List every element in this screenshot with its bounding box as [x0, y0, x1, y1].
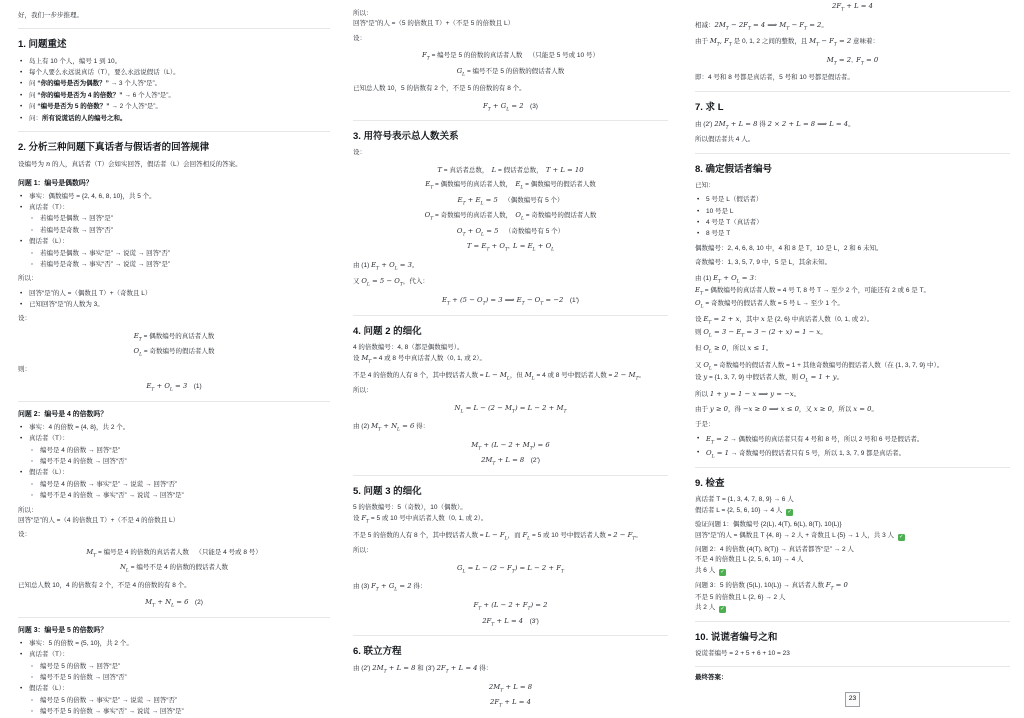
check-icon: ✓: [720, 606, 725, 613]
paragraph: 所以 1 + y = 1 − x ⟹ y = −x。: [695, 390, 801, 398]
math-block: [18, 547, 330, 575]
inline-math: $E_T + E_L = 5$: [457, 195, 498, 207]
inline-math: $M_T = 2$: [826, 55, 852, 66]
final-answer-row: [695, 692, 1010, 707]
math-line: $M_T$ = 编号是 4 的倍数的真话者人数 （只能是 4 号或 8 号）: [86, 547, 262, 559]
inline-math: x: [760, 315, 765, 324]
paragraph: 设 $E_T = 2 + x$，其中 x 是 {2, 6} 中真话者人数（0, 1, 或 2）。 则 $O_L = 3 - E_T = 3 - (2 + x) = 1 - x$。: [695, 315, 874, 339]
math-line: $F_T + G_L = 2$ (3): [483, 101, 538, 113]
math-block: [353, 295, 668, 308]
paragraph: 所以假话者共 4 人。: [695, 136, 755, 144]
inline-math: $O_L = 1 + y$: [799, 373, 837, 384]
math-line: $2F_T + L = 4$ (3′): [482, 616, 539, 627]
bullet-list: [18, 192, 330, 271]
divider: [18, 131, 330, 132]
list-item: • 事实：4 的倍数 = {4, 8}，共 2 个。: [18, 423, 330, 433]
inline-math: x = 0: [853, 405, 872, 414]
inline-math: $F_T + G_L = 2$: [371, 582, 412, 593]
inline-math: x ≤ 1: [747, 344, 766, 353]
list-item: • $O_L = 1$ → 奇数编号的假话者只有 5 号，所以 1, 3, 7, 9 都是真话者。: [695, 448, 1010, 461]
inline-math: $E_T + (5 - O_T) = 3$ ⟹ $E_T - O_T = -2$: [442, 296, 564, 307]
math-line: T = 真话者总数， L = 假话者总数， T + L = 10: [437, 165, 584, 174]
inline-math: $O_T$: [424, 211, 434, 222]
bullet-list: [18, 289, 330, 311]
paragraph: 所以：: [353, 547, 373, 555]
divider: [353, 120, 668, 121]
math-line: [353, 403, 668, 416]
math-block: [353, 563, 668, 576]
section-heading: 5. 问题 3 的细化: [353, 485, 422, 497]
list-item: • 事实：5 的倍数 = {5, 10}，共 2 个。: [18, 639, 330, 649]
sub-list-item: ◦ 编号不是 4 的倍数 → 事实“否” → 说谎 → 回答“是”: [29, 491, 330, 501]
section-heading: 9. 检查: [695, 478, 725, 490]
inline-math: −x ≥ 0 ⟹ x ≤ 0: [742, 405, 799, 414]
paragraph: 于是：: [695, 420, 715, 428]
math-block: [353, 600, 668, 628]
paragraph: 已知：: [695, 181, 715, 189]
inline-math: $F_T + (L - 2 + F_T) = 2$: [473, 600, 548, 612]
inline-math: $N_L$: [119, 563, 129, 574]
inline-math: $O_L \ge 0$: [703, 344, 727, 355]
inline-math: $O_L = 1$: [706, 448, 729, 460]
sub-list-item: ◦ 编号不是 4 的倍数 → 回答“否”: [29, 457, 330, 467]
math-line: [353, 682, 668, 695]
paragraph: 设：: [353, 149, 366, 157]
paragraph: 所以： 回答“是”的人 =（5 的倍数且 T）+（不是 5 的倍数且 L）: [353, 10, 515, 28]
paragraph: 又 $O_L = 5 - O_T$，代入：: [353, 277, 429, 288]
inline-math: $M_T + (L - 2 + M_T) = 6$: [471, 440, 550, 452]
inline-math: $L - M_L$: [485, 370, 510, 382]
paragraph: 设编号为 n 的人，真话者（T）会如实回答，假话者（L）会回答相反的答案。: [18, 160, 242, 169]
section-heading: 4. 问题 2 的细化: [353, 325, 422, 337]
inline-math: $2F_T + L = 4$: [490, 698, 531, 709]
math-line: $F_T$ = 编号是 5 的倍数的真话者人数 （只能是 5 号或 10 号）: [422, 51, 599, 62]
sub-list-item: ◦ 编号不是 5 的倍数 → 事实“否” → 说谎 → 回答“是”: [29, 707, 330, 717]
check-icon: ✓: [787, 508, 792, 515]
sub-list-item: ◦ 若编号是奇数 → 回答“否”: [29, 226, 330, 236]
list-item: • 真话者（T）：: [18, 434, 330, 444]
inline-math: $E_T$: [695, 286, 703, 297]
inline-math: $2M_T + L = 8$: [488, 682, 533, 694]
divider: [695, 467, 1010, 468]
list-item: • 真话者（T）：: [18, 650, 330, 660]
inline-math: $E_T + O_L = 3$: [371, 260, 412, 272]
list-item: • 假话者（L）：: [18, 468, 330, 478]
list-item: • 岛上有 10 个人，编号 1 到 10。: [18, 57, 330, 67]
list-item: • 事实：偶数编号 = {2, 4, 6, 8, 10}，共 5 个。: [18, 192, 330, 202]
paragraph: 又 $O_L$ = 奇数编号的假话者人数 = 1 + 其他奇数编号的假话者人数（在 {1, 3, 7, 9} 中）。 设 y = {1, 3, 7, 9} 中假话者人数，则 $O_L = 1 + y$。: [695, 360, 944, 384]
inline-math: $L = E_L + O_L$: [513, 242, 555, 253]
inline-math: $F_T + G_L = 2$: [483, 101, 524, 113]
paragraph: 最终答案：: [695, 674, 728, 682]
paragraph: 由 (3) $F_T + G_L = 2$ 得：: [353, 582, 427, 593]
sub-list-item: ◦ 编号是 5 的倍数 → 回答“是”: [29, 662, 330, 672]
paragraph: 设：: [353, 34, 366, 42]
inline-math: $O_L$: [133, 347, 143, 358]
inline-math: L: [491, 165, 497, 174]
math-block: [18, 597, 330, 610]
inline-math: $M_L$: [524, 370, 535, 382]
math-line: $O_L$ = 奇数编号的假话者人数: [133, 347, 215, 358]
paragraph: 说谎者编号 = 2 + 5 + 6 + 10 = 23: [695, 649, 790, 657]
inline-math: x ≥ 0: [813, 405, 832, 414]
divider: [18, 28, 330, 29]
column-middle: [353, 0, 668, 709]
math-line: [353, 697, 668, 710]
inline-math: $O_L$: [515, 211, 524, 222]
inline-math: $F_L$: [522, 530, 531, 542]
math-line: $E_T$ = 偶数编号的真话者人数， $E_L$ = 偶数编号的假话者人数: [425, 180, 596, 191]
paragraph: 但 $O_L \ge 0$，所以 x ≤ 1。: [695, 344, 773, 355]
paragraph: 问题 3：5 的倍数 {5(L), 10(L)} → 真话者人数 $F_T = 0$ 不是 5 的倍数且 L {2, 6} → 2 人 共 2 人 ✓: [695, 581, 848, 613]
section-heading: 6. 联立方程: [353, 646, 402, 658]
math-block: [353, 682, 668, 710]
sub-list-item: ◦ 若编号是偶数 → 回答“是”: [29, 214, 330, 224]
sub-list-item: ◦ 若编号是偶数 → 事实“是” → 说谎 → 回答“否”: [29, 249, 330, 259]
list-item: • 10 号是 L: [695, 207, 1010, 217]
math-block: [353, 50, 668, 78]
list-item: • 已知回答“是”的人数为 3。: [18, 300, 330, 310]
nested-list: [29, 696, 330, 718]
paragraph: 即：4 号和 8 号都是真话者，5 号和 10 号都是假话者。: [695, 74, 854, 82]
inline-math: y ≥ 0: [709, 405, 728, 414]
inline-math: $2F_T + L = 4$: [832, 2, 873, 13]
paragraph: 问题 2：4 的倍数 {4(T), 8(T)} → 真话者都答“是” → 2 人 不是 4 的倍数且 L {2, 5, 6, 10} → 4 人 共 6 人 ✓: [695, 546, 854, 575]
paragraph: 奇数编号：1, 3, 5, 7, 9 中，5 是 L，其余未知。: [695, 259, 832, 267]
math-line: [353, 563, 668, 576]
inline-math: $N_L = L - (2 - M_T) = L - 2 + M_T$: [454, 403, 567, 414]
divider: [18, 401, 330, 402]
inline-math: $F_T$: [361, 514, 370, 525]
list-item: • 回答“是”的人 =（偶数且 T）+（奇数且 L）: [18, 289, 330, 299]
paragraph: 由 (2) $M_T + N_L = 6$ 得：: [353, 422, 430, 433]
divider: [695, 666, 1010, 667]
inline-math: $E_T + O_L = 3$: [146, 382, 188, 393]
list-item: • 5 号是 L（假话者）: [695, 195, 1010, 205]
paragraph: 由 (2′) $2M_T + L = 8$ 得 2 × 2 + L = 8 ⟹ L = 4。: [695, 119, 855, 131]
paragraph: 所以：: [18, 275, 38, 283]
inline-math: T: [437, 165, 442, 174]
inline-math: $L - F_L$: [485, 530, 508, 542]
divider: [353, 315, 668, 316]
inline-math: $M_T$: [86, 547, 97, 559]
inline-math: $O_L = 5 - O_T$: [361, 277, 403, 288]
check-icon: ✓: [720, 568, 725, 575]
inline-math: $E_T = 2$: [706, 435, 729, 446]
inline-math: $O_T + O_L = 5$: [456, 226, 499, 238]
math-block: [353, 403, 668, 416]
math-line: $2M_T + L = 8$ (2′): [481, 456, 540, 467]
subsection-heading: 问题 3：编号是 5 的倍数吗？: [18, 626, 108, 634]
paragraph: 不是 5 的倍数的人有 8 个，其中假话者人数 = $L - F_L$，而 $F_L = 5$ 或 10 号中假话者人数 = $2 - F_T$。: [353, 530, 642, 542]
list-item: • 问 “你的编号是否为 4 的倍数？” → 6 个人答“是”。: [18, 91, 330, 101]
inline-math: $M_T$: [361, 354, 372, 365]
inline-math: $2M_T - 2F_T = 4$ ⟹ $M_T - F_T = 2$: [714, 20, 822, 31]
divider: [18, 617, 330, 618]
list-item: • 问 “编号是否为 5 的倍数？” → 2 个人答“是”。: [18, 102, 330, 112]
nested-list: [29, 249, 330, 271]
bullet-list: [18, 423, 330, 502]
section-heading: 1. 问题重述: [18, 39, 67, 51]
inline-math: $M_T - F_T = 2$: [809, 37, 852, 48]
math-line: $E_T + O_L = 3$ (1): [146, 382, 202, 393]
inline-math: $2M_T + L = 8$: [714, 119, 758, 131]
inline-math: T + L = 10: [545, 165, 584, 174]
inline-math: $2 - F_T$: [613, 530, 636, 542]
inline-math: $O_L$: [703, 360, 712, 372]
math-block: [353, 165, 668, 254]
paragraph: 则：: [18, 365, 31, 373]
sub-list-item: ◦ 编号不是 5 的倍数 → 回答“否”: [29, 673, 330, 683]
nested-list: [29, 214, 330, 236]
section-heading: 7. 求 L: [695, 101, 724, 113]
inline-math: $M_T + N_L = 6$: [145, 598, 189, 609]
math-line: $O_T + O_L = 5$ （奇数编号有 5 个）: [456, 226, 565, 238]
nested-list: [29, 480, 330, 502]
bullet-list: [695, 434, 1010, 460]
paragraph: 已知总人数 10，5 的倍数有 2 个，不是 5 的倍数的有 8 个。: [353, 85, 526, 93]
inline-math: $T = E_T + O_T$: [466, 242, 508, 253]
paragraph: 由于 y ≥ 0，得 −x ≥ 0 ⟹ x ≤ 0，又 x ≥ 0，所以 x = 0。: [695, 405, 878, 414]
inline-math: 2 × 2 + L = 8 ⟹ L = 4: [767, 119, 849, 128]
paragraph: 好，我们一步步推理。: [18, 12, 83, 19]
paragraph: 5 的倍数编号：5（奇数），10（偶数）。 设 $F_T = 5$ 或 10 号中真话者人数（0, 1, 或 2）。: [353, 503, 488, 525]
sub-list-item: ◦ 编号是 4 的倍数 → 事实“是” → 说谎 → 回答“否”: [29, 480, 330, 490]
column-left: [18, 0, 330, 716]
math-block: [18, 331, 330, 359]
bullet-list: [18, 57, 330, 124]
divider: [695, 621, 1010, 622]
math-line: $T = E_T + O_T$, $L = E_L + O_L$: [466, 242, 555, 253]
list-item: • 问 “你的编号是否为偶数？” → 3 个人答“是”。: [18, 79, 330, 89]
sub-list-item: ◦ 编号是 5 的倍数 → 事实“是” → 说谎 → 回答“否”: [29, 696, 330, 706]
math-block: [353, 440, 668, 468]
inline-math: $2 - M_T$: [614, 370, 639, 382]
inline-math: $2M_T + L = 8$: [481, 456, 525, 467]
list-item: • 真话者（T）：: [18, 203, 330, 213]
subsection-heading: 问题 1：编号是偶数吗？: [18, 179, 93, 187]
inline-math: $2F_T + L = 4$: [482, 616, 524, 627]
boxed-answer: 23: [845, 692, 861, 707]
inline-math: n: [45, 160, 51, 169]
paragraph: 偶数编号：2, 4, 6, 8, 10 中，4 和 8 是 T，10 是 L，2 和 6 未知。: [695, 244, 883, 252]
math-line: [353, 600, 668, 613]
paragraph: 由 (1) $E_T + O_L = 3$。: [353, 260, 419, 272]
list-item: • 每个人要么永远说真话（T），要么永远说假话（L）。: [18, 68, 330, 78]
bullet-list: [695, 195, 1010, 240]
math-line: $E_T + (5 - O_T) = 3$ ⟹ $E_T - O_T = -2$ (1′): [442, 296, 579, 307]
divider: [353, 475, 668, 476]
section-heading: 2. 分析三种问题下真话者与假话者的回答规律: [18, 141, 210, 153]
nested-list: [29, 662, 330, 684]
paragraph: 由于 $M_T$, $F_T$ 是 0, 1, 2 之间的整数，且 $M_T - F_T = 2$ 意味着：: [695, 37, 880, 48]
sub-list-item: ◦ 编号是 4 的倍数 → 回答“是”: [29, 446, 330, 456]
check-icon: ✓: [899, 533, 904, 540]
paragraph: 所以：: [353, 387, 373, 395]
inline-math: $M_T + N_L = 6$: [371, 422, 415, 433]
inline-math: $2M_T + L = 8$: [372, 664, 416, 675]
list-item: • 问：所有说谎话的人的编号之和。: [18, 114, 330, 124]
section-heading: 3. 用符号表示总人数关系: [353, 131, 459, 143]
sub-list-item: ◦ 若编号是奇数 → 事实“否” → 说谎 → 回答“是”: [29, 260, 330, 270]
math-line: $G_L$ = 编号不是 5 的倍数的假话者人数: [456, 66, 565, 78]
math-line: $E_T + E_L = 5$ （偶数编号有 5 个）: [457, 195, 564, 207]
math-block: [695, 1, 1010, 14]
paragraph: 验证问题 1：偶数编号 {2(L), 4(T), 6(L), 8(T), 10(L)} 回答“是”的人 = 偶数且 T {4, 8} → 2 人 + 奇数且 L {5} → 1 人，共 3 人 ✓: [695, 521, 904, 540]
divider: [353, 635, 668, 636]
math-line: [695, 1, 1010, 14]
math-line: [353, 440, 668, 453]
inline-math: $E_T$: [425, 180, 434, 191]
inline-math: $E_L$: [515, 180, 524, 191]
inline-math: $F_T = 0$: [825, 581, 848, 592]
paragraph: 相减：$2M_T - 2F_T = 4$ ⟹ $M_T - F_T = 2$。: [695, 20, 828, 31]
inline-math: $G_L$: [456, 66, 466, 78]
inline-math: $2F_T + L = 4$: [436, 664, 478, 675]
divider: [695, 153, 1010, 154]
bullet-list: [18, 639, 330, 718]
list-item: • $E_T = 2$ → 偶数编号的真话者只有 4 号和 8 号，所以 2 号和 6 号是假话者。: [695, 434, 1010, 447]
inline-math: 1 + y = 1 − x ⟹ y = −x: [709, 390, 794, 398]
paragraph: 4 的倍数编号：4, 8（都是偶数编号）。 设 $M_T = 4$ 或 8 号中真话者人数（0, 1, 或 2）。: [353, 343, 486, 365]
inline-math: $F_T = 0$: [856, 55, 879, 66]
inline-math: $E_T$: [133, 331, 142, 343]
math-block: [18, 381, 330, 394]
list-item: • 8 号是 T: [695, 229, 1010, 239]
paragraph: 真话者 T = {1, 3, 4, 7, 8, 9} → 6 人 假话者 L = {2, 5, 6, 10} → 4 人 ✓: [695, 496, 794, 515]
nested-list: [29, 446, 330, 468]
inline-math: $M_T$, $F_T$: [709, 37, 732, 48]
paragraph: 设：: [18, 531, 31, 539]
math-block: [695, 55, 1010, 68]
column-right: [695, 0, 1010, 703]
section-heading: 8. 确定假话者编号: [695, 163, 773, 175]
math-block: [353, 101, 668, 114]
paragraph: 由 (1) $E_T + O_L = 3$： $E_T$ = 偶数编号的真话者人数 = 4 号 T, 8 号 T → 至少 2 个，可能还有 2 或 6 是 T。 $O_L$ = 奇数编号的假话者人数 = 5 号 L → 至少 1 个。: [695, 273, 931, 310]
inline-math: $E_T = 2 + x$: [703, 315, 740, 326]
subsection-heading: 问题 2：编号是 4 的倍数吗？: [18, 410, 108, 418]
paragraph: 已知总人数 10，4 的倍数有 2 个，不是 4 的倍数的有 8 个。: [18, 581, 191, 589]
math-line: $N_L$ = 编号不是 4 的倍数的假话者人数: [119, 563, 229, 574]
inline-math: y: [703, 373, 708, 382]
math-line: $E_T$ = 偶数编号的真话者人数: [133, 331, 215, 343]
section-heading: 10. 说谎者编号之和: [695, 631, 778, 643]
inline-math: $O_L$: [695, 298, 704, 310]
inline-math: $E_T + O_L = 3$: [713, 273, 754, 284]
paragraph: 所以： 回答“是”的人 =（4 的倍数且 T）+（不是 4 的倍数且 L）: [18, 506, 180, 525]
math-line: $O_T$ = 奇数编号的真话者人数， $O_L$ = 奇数编号的假话者人数: [424, 211, 597, 222]
inline-math: $O_L = 3 - E_T = 3 - (2 + x) = 1 - x$: [703, 327, 821, 339]
math-line: $M_T + N_L = 6$ (2): [145, 598, 203, 609]
paragraph: 不是 4 的倍数的人有 8 个，其中假话者人数 = $L - M_L$，但 $M_L = 4$ 或 8 号中假话者人数 = $2 - M_T$。: [353, 370, 645, 382]
paragraph: 设：: [18, 315, 31, 323]
divider: [695, 91, 1010, 92]
list-item: • 假话者（L）：: [18, 237, 330, 247]
math-line: $M_T = 2$, $F_T = 0$: [826, 55, 879, 66]
paragraph: 由 (2′) $2M_T + L = 8$ 和 (3′) $2F_T + L = 4$ 得：: [353, 664, 493, 675]
list-item: • 假话者（L）：: [18, 684, 330, 694]
list-item: • 4 号是 T（真话者）: [695, 218, 1010, 228]
inline-math: $G_L = L - (2 - F_T) = L - 2 + F_T$: [457, 563, 564, 575]
inline-math: $F_T$: [422, 51, 430, 62]
